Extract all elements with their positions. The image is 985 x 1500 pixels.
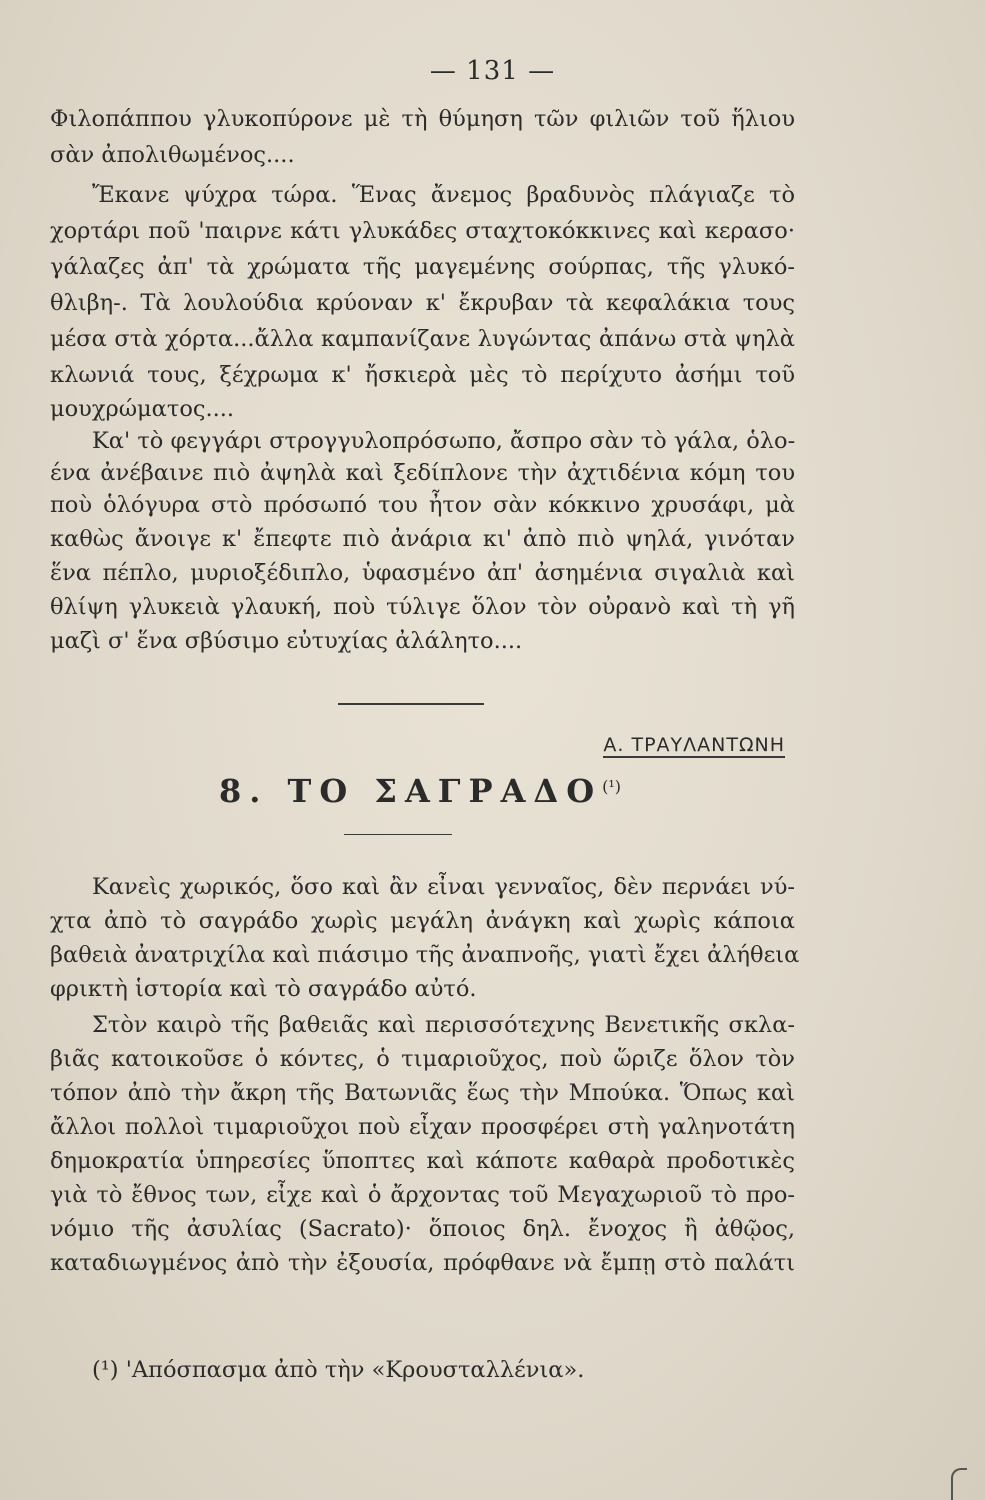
text-line: ἕνα πέπλο, μυριοξέδιπλο, ὑφασμένο ἀπ' ἀσημένια σιγαλιὰ καὶ	[50, 560, 795, 586]
footnote	[92, 1355, 584, 1385]
footnote-text: 'Απόσπασμα ἀπὸ τὴν «Κρουσταλλένια».	[118, 1357, 585, 1383]
text-line: μουχρώματος....	[50, 396, 235, 422]
text-line: κλωνιά τους, ξέχρωμα κ' ἤσκιερὰ μὲς τὸ περίχυτο ἀσήμι τοῦ	[50, 362, 795, 388]
text-line: Κα' τὸ φεγγάρι στρογγυλοπρόσωπο, ἄσπρο σὰν τὸ γάλα, ὁλο-	[92, 428, 796, 454]
text-line: Ἔκανε ψύχρα τώρα. Ἕνας ἄνεμος βραδυνὸς πλάγιαζε τὸ	[92, 182, 795, 208]
footnote-mark: (¹)	[92, 1357, 119, 1383]
text-line: Φιλοπάππου γλυκοπύρονε μὲ τὴ θύμηση τῶν φιλιῶν τοῦ ἥλιου	[50, 106, 795, 132]
text-line: θλίψη γλυκειὰ γλαυκή, ποὺ τύλιγε ὅλον τὸν οὐρανὸ καὶ τὴ γῆ	[50, 594, 795, 620]
text-line: νόμιο τῆς ἀσυλίας (Sacrato)· ὅποιος δηλ. ἔνοχος ἢ ἀθῷος,	[50, 1216, 795, 1242]
text-line: Κανεὶς χωρικός, ὅσο καὶ ἂν εἶναι γενναῖος, δὲν περνάει νύ-	[92, 874, 795, 900]
text-line: ἄλλοι πολλοὶ τιμαριοῦχοι ποὺ εἶχαν προσφέρει στὴ γαληνοτάτη	[50, 1114, 795, 1140]
text-line: δημοκρατία ὑπηρεσίες ὕποπτες καὶ κάποτε καθαρὰ προδοτικὲς	[50, 1148, 795, 1174]
text-line: Στὸν καιρὸ τῆς βαθειᾶς καὶ περισσότεχνης Βενετικῆς σκλα-	[92, 1012, 795, 1038]
text-line: θλιβη-. Τὰ λουλούδια κρύοναν κ' ἔκρυβαν τὰ κεφαλάκια τους	[50, 290, 795, 316]
title-underline	[344, 834, 452, 835]
text-line: καταδιωγμένος ἀπὸ τὴν ἐξουσία, πρόφθανε νὰ ἔμπῃ στὸ παλάτι	[50, 1250, 795, 1276]
text-line: τόπον ἀπὸ τὴν ἄκρη τῆς Βατωνιᾶς ἕως τὴν Μπούκα. Ὅπως καὶ	[50, 1080, 795, 1106]
text-line: γιὰ τὸ ἔθνος των, εἶχε καὶ ὁ ἄρχοντας τοῦ Μεγαχωριοῦ τὸ προ-	[50, 1182, 795, 1208]
title-footnote-mark: (¹)	[602, 777, 622, 796]
page-number: — 131 —	[429, 56, 556, 86]
text-line: φρικτὴ ἱστορία καὶ τὸ σαγράδο αὐτό.	[50, 976, 477, 1002]
text-line: χτα ἀπὸ τὸ σαγράδο χωρὶς μεγάλη ἀνάγκη καὶ χωρὶς κάποια	[50, 908, 795, 934]
page-edge-mark	[951, 1468, 967, 1500]
text-line: ποὺ ὁλόγυρα στὸ πρόσωπό του ἦτον σὰν κόκκινο χρυσάφι, μὰ	[50, 492, 795, 518]
text-line: βαθειὰ ἀνατριχίλα καὶ πιάσιμο τῆς ἀναπνοῆς, γιατὶ ἔχει ἀλήθεια	[50, 942, 800, 968]
text-line: χορτάρι ποῦ 'παιρνε κάτι γλυκάδες σταχτοκόκκινες καὶ κερασο·	[50, 218, 795, 244]
chapter-title	[0, 772, 840, 810]
chapter-title-text: 8. ΤΟ ΣΑΓΡΑΔΟ	[218, 772, 603, 810]
text-line: βιᾶς κατοικοῦσε ὁ κόντες, ὁ τιμαριοῦχος, ποὺ ὥριζε ὅλον τὸν	[50, 1046, 795, 1072]
text-line: καθὼς ἄνοιγε κ' ἔπεφτε πιὸ ἀνάρια κι' ἀπὸ πιὸ ψηλά, γινόταν	[50, 526, 795, 552]
text-line: ένα ἀνέβαινε πιὸ ἀψηλὰ καὶ ξεδίπλονε τὴν ἀχτιδένια κόμη του	[50, 460, 795, 486]
text-line: γάλαζες ἀπ' τὰ χρώματα τῆς μαγεμένης σούρπας, τῆς γλυκό-	[50, 254, 795, 280]
text-line: μέσα στὰ χόρτα...ἄλλα καμπανίζανε λυγώντας ἀπάνω στὰ ψηλὰ	[50, 326, 795, 352]
text-line: σὰν ἀπολιθωμένος....	[50, 142, 295, 168]
section-divider	[338, 703, 484, 705]
text-line: μαζὶ σ' ἕνα σβύσιμο εὐτυχίας ἀλάλητο....	[50, 628, 523, 654]
author-signature: Α. ΤΡΑΥΛΑΝΤΩΝΗ	[603, 734, 785, 756]
